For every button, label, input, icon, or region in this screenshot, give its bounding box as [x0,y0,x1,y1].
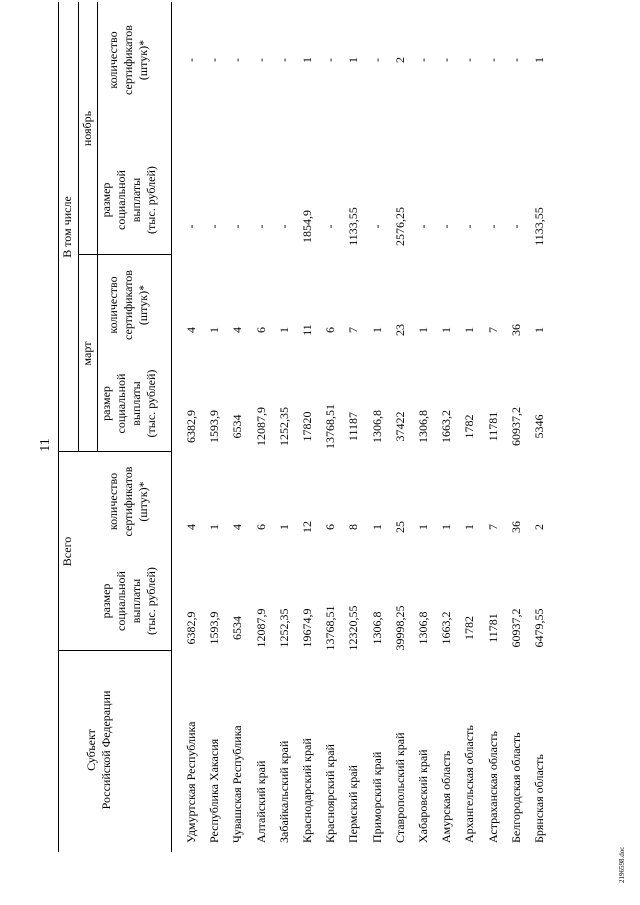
march-pay-cell: 12087,9 [253,407,268,446]
november-cert-cell: - [276,58,291,62]
rule-header-bottom [171,2,172,852]
total-pay-cell: 6534 [230,616,245,640]
march-cert-header: количество сертификатов (штук)* [106,270,150,340]
total-cert-header: количество сертификатов (штук)* [106,466,150,537]
total-pay-cell: 19674,9 [300,608,314,648]
november-pay-cell: 1133,55 [346,207,361,246]
march-cert-cell: 6 [323,327,338,333]
march-pay-cell: 60937,2 [508,407,523,446]
march-pay-cell: 1593,9 [207,410,222,443]
subject-name: Пермский край [346,765,361,843]
total-cert-cell: 1 [416,524,430,530]
march-cert-cell: 1 [462,327,477,333]
subject-name: Красноярский край [323,744,338,843]
total-pay-cell: 60937,2 [508,608,523,648]
march-cert-cell: 36 [508,324,523,336]
november-cert-cell: - [508,58,523,62]
november-pay-cell: - [323,224,338,229]
total-cert-cell: 25 [392,521,407,533]
march-pay-cell: 11187 [346,411,361,442]
total-pay-header: размер социальной выплаты (тыс. рублей) [99,567,158,635]
subject-name: Краснодарский край [300,738,314,843]
total-cert-cell: 6 [253,524,268,530]
total-cert-cell: 36 [508,521,523,533]
subject-name: Удмуртская Республика [184,721,198,843]
march-cert-cell: 11 [300,324,314,336]
november-cert-cell: - [184,58,198,62]
total-pay-cell: 1593,9 [207,611,222,645]
total-pay-cell: 1306,8 [416,611,430,645]
march-cert-cell: 4 [230,327,245,333]
subject-name: Архангельская область [462,725,477,843]
november-pay-cell: - [462,224,477,229]
november-cert-cell: 1 [532,57,546,63]
november-cert-cell: 1 [346,57,361,63]
total-pay-cell: 12320,55 [346,605,361,651]
november-pay-cell: - [416,224,430,229]
total-pay-cell: 1252,35 [276,608,291,648]
subject-name: Приморский край [369,751,384,843]
page-number: 11 [38,438,53,452]
total-cert-cell: 8 [346,524,361,530]
in-that-number-header: В том числе [60,196,74,258]
november-cert-cell: - [230,58,245,62]
subject-name: Забайкальский край [276,740,291,843]
total-pay-cell: 12087,9 [253,608,268,648]
rule-split [78,2,79,452]
total-pay-cell: 39998,25 [392,605,407,651]
november-cert-cell: - [462,58,477,62]
march-cert-cell: 1 [416,327,430,333]
november-pay-cell: - [439,224,454,229]
march-pay-header: размер социальной выплаты (тыс. рублей) [99,369,158,438]
total-cert-cell: 6 [323,524,338,530]
subject-name: Чувашская Республика [230,725,245,843]
subject-name: Республика Хакасия [207,738,222,843]
rule-month [97,2,98,452]
november-pay-cell: - [207,224,222,229]
subject-name: Алтайский край [253,760,268,843]
total-cert-cell: 1 [439,524,454,530]
subject-name: Ставропольский край [392,732,407,843]
march-pay-cell: 1306,8 [416,410,430,443]
subject-name: Белгородская область [508,732,523,843]
total-cert-cell: 4 [230,524,245,530]
march-pay-cell: 1663,2 [439,410,454,443]
november-pay-cell: 1854,9 [300,210,314,243]
total-cert-cell: 1 [276,524,291,530]
march-pay-cell: 6534 [230,414,245,439]
november-header: ноябрь [80,110,94,147]
total-pay-cell: 1663,2 [439,611,454,645]
march-pay-cell: 13768,51 [323,404,338,449]
november-cert-cell: - [253,58,268,62]
march-pay-cell: 17820 [300,411,314,442]
total-pay-cell: 13768,51 [323,605,338,651]
november-cert-cell: 1 [300,57,314,63]
november-pay-cell: - [276,224,291,229]
march-pay-cell: 1252,35 [276,407,291,446]
march-cert-cell: 1 [276,327,291,333]
subject-name: Брянская область [532,754,546,843]
november-pay-cell: 2576,25 [392,207,407,246]
march-cert-cell: 1 [439,327,454,333]
march-cert-cell: 6 [253,327,268,333]
march-header: март [80,341,94,366]
total-cert-cell: 7 [485,524,500,530]
total-pay-cell: 1306,8 [369,611,384,645]
november-pay-cell: - [230,224,245,229]
march-pay-cell: 5346 [532,414,546,439]
total-cert-cell: 1 [462,524,477,530]
footer-code: 2196598.doc [618,846,626,883]
total-header: Всего [60,536,74,567]
total-pay-cell: 6382,9 [184,611,198,645]
rule-top [58,2,59,852]
november-pay-cell: - [485,224,500,229]
march-cert-cell: 1 [207,327,222,333]
march-pay-cell: 1782 [462,414,477,439]
total-cert-cell: 1 [369,524,384,530]
subject-header: Субъект Российской Федерации [84,690,113,810]
march-pay-cell: 1306,8 [369,410,384,443]
november-pay-cell: 1133,55 [532,207,546,246]
november-cert-cell: 2 [392,57,407,63]
total-pay-cell: 1782 [462,616,477,640]
march-cert-cell: 7 [485,327,500,333]
november-cert-cell: - [485,58,500,62]
november-pay-cell: - [253,224,268,229]
november-pay-cell: - [184,224,198,229]
march-cert-cell: 1 [369,327,384,333]
subject-name: Астраханская область [485,731,500,843]
november-cert-cell: - [439,58,454,62]
total-cert-cell: 12 [300,521,314,533]
total-pay-cell: 11781 [485,613,500,643]
march-pay-cell: 37422 [392,411,407,442]
march-cert-cell: 4 [184,327,198,333]
subject-name: Амурская область [439,750,454,843]
november-pay-header: размер социальной выплаты (тыс. рублей) [99,166,158,234]
november-cert-cell: - [207,58,222,62]
total-cert-cell: 1 [207,524,222,530]
november-pay-cell: - [369,224,384,229]
total-cert-cell: 4 [184,524,198,530]
november-cert-header: количество сертификатов (штук)* [106,25,150,95]
march-cert-cell: 7 [346,327,361,333]
november-cert-cell: - [416,58,430,62]
total-pay-cell: 6479,55 [532,608,546,648]
november-cert-cell: - [323,58,338,62]
total-cert-cell: 2 [532,524,546,530]
november-pay-cell: - [508,224,523,229]
november-cert-cell: - [369,58,384,62]
march-pay-cell: 6382,9 [184,410,198,443]
march-pay-cell: 11781 [485,411,500,442]
subject-name: Хабаровский край [416,749,430,843]
march-cert-cell: 1 [532,327,546,333]
march-cert-cell: 23 [392,324,407,336]
